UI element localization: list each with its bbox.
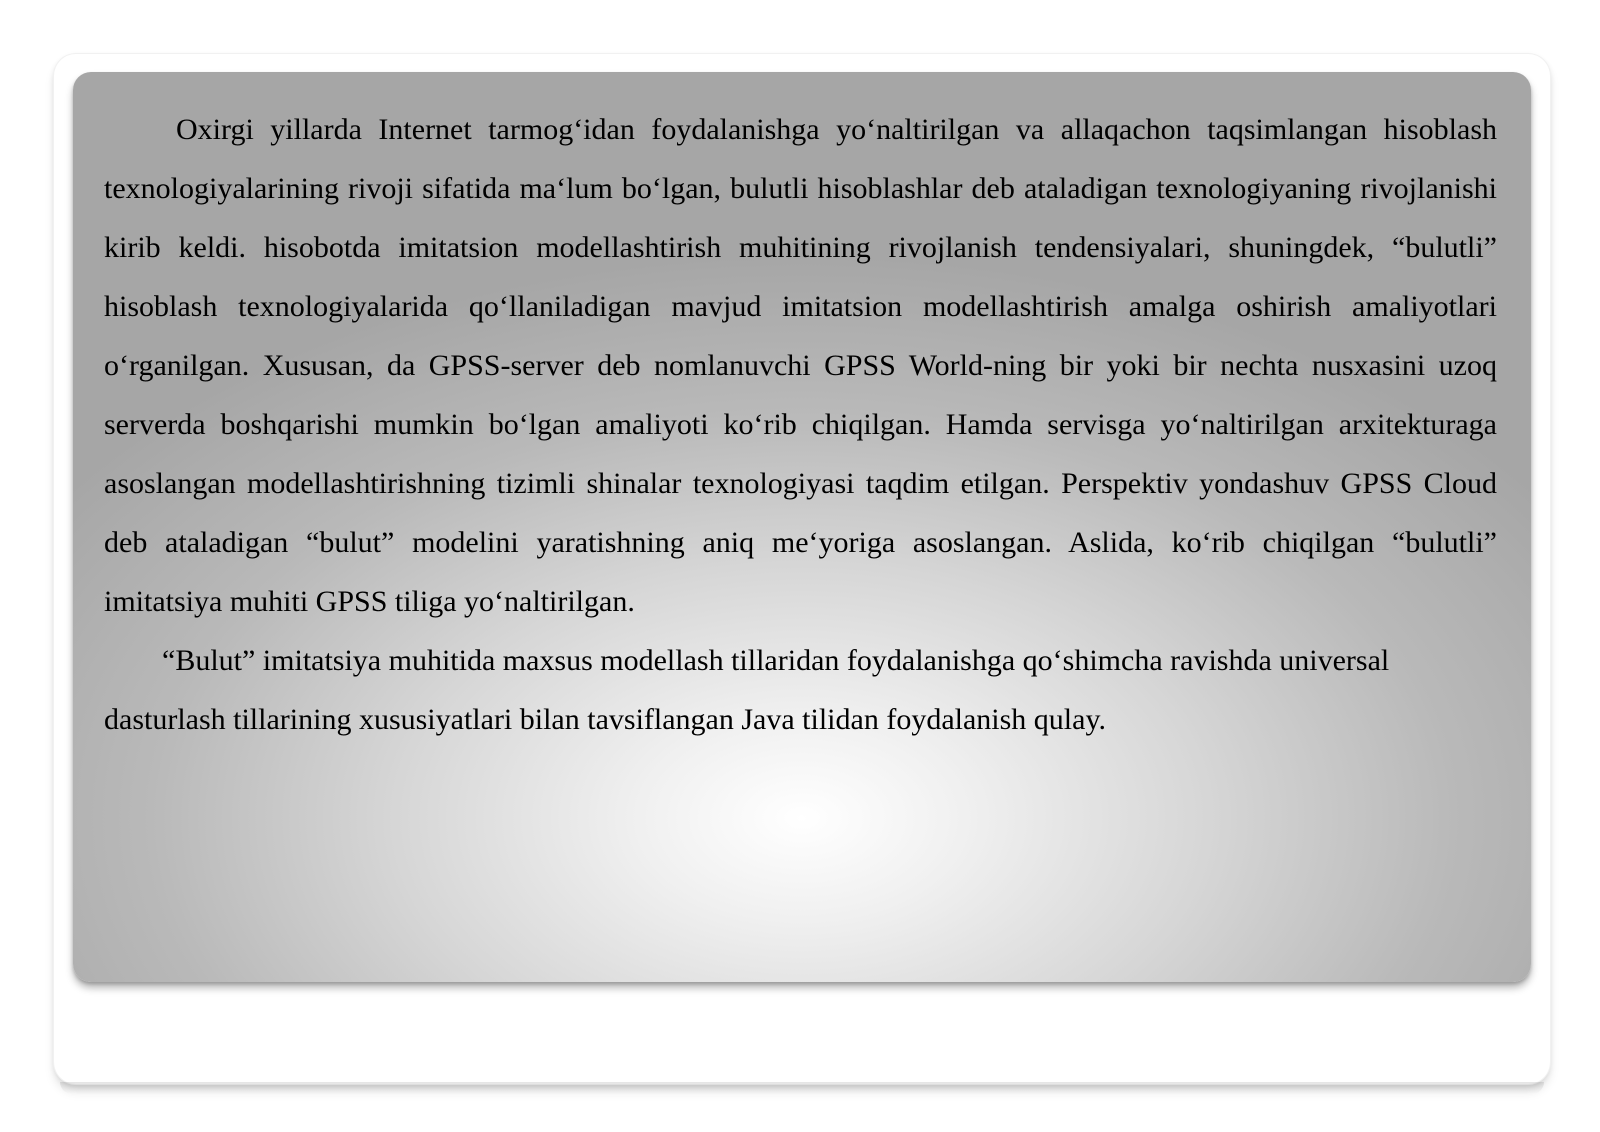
content-panel [73, 72, 1531, 982]
paragraph-1: Oxirgi yillarda Internet tarmog‘idan foydalanishga yo‘naltirilgan va allaqachon taqsimlangan hisoblash texnologiyalarining rivoji sifatida ma‘lum bo‘lgan, bulutli hisoblashlar deb ataladigan texnologiyaning rivojlanishi kirib keldi. hisobotda imitatsion modellashtirish muhitining rivojlanish tendensiyalari, shuningdek, “bulutli” hisoblash texnologiyalarida qo‘llaniladigan mavjud imitatsion modellashtirish amalga oshirish amaliyotlari o‘rganilgan. Xususan, da GPSS-server deb nomlanuvchi GPSS World-ning bir yoki bir nechta nusxasini uzoq serverda boshqarishi mumkin bo‘lgan amaliyoti ko‘rib chiqilgan. Hamda servisga yo‘naltirilgan arxitekturaga asoslangan modellashtirishning tizimli shinalar texnologiyasi taqdim etilgan. Perspektiv yondashuv GPSS Cloud deb ataladigan “bulut” modelini yaratishning aniq me‘yoriga asoslangan. Aslida, ko‘rib chiqilgan “bulutli” imitatsiya muhiti GPSS tiliga yo‘naltirilgan. [104, 113, 1497, 618]
paragraph-2: “Bulut” imitatsiya muhitida maxsus modellash tillaridan foydalanishga qo‘shimcha ravishda universal dasturlash tillarining xususiyatlari bilan tavsiflangan Java tilidan foydalanish qulay. [104, 644, 1390, 736]
body-text [104, 100, 1497, 749]
